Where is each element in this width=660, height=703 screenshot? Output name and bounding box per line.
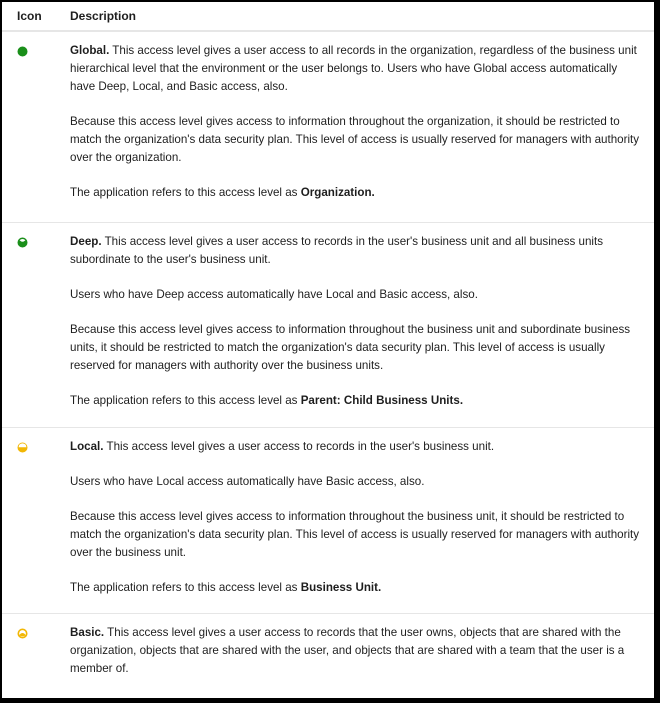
local-access-icon: [17, 442, 28, 453]
paragraph: Basic. This access level gives a user access to records that the user owns, objects that are shared with the organization, objects that are shared with the user, and objects that are shared with a team that the user is a member of.: [70, 625, 625, 675]
access-levels-table: [2, 2, 654, 689]
table-row-global: [2, 31, 654, 222]
basic-access-icon: [17, 628, 28, 639]
paragraph: Deep. This access level gives a user access to records in the user's business unit and all business units subordinate to the user's business unit.: [70, 234, 604, 266]
column-header-icon: Icon: [2, 2, 70, 31]
access-levels-document: [2, 2, 654, 698]
paragraph: Because this access level gives access to information throughout the business unit, it should be restricted to match the organization's data security plan. This level of access is usually reserved for managers with authority over the business unit.: [70, 509, 640, 559]
paragraph: Users who have Local access automatically have Basic access, also.: [70, 474, 425, 488]
description-cell: [70, 31, 654, 222]
column-header-description: Description: [70, 2, 654, 31]
description-cell: [70, 613, 654, 689]
paragraph: The application refers to this access level as Parent: Child Business Units.: [70, 393, 464, 407]
paragraph: Global. This access level gives a user access to all records in the organization, regardless of the business unit hierarchical level that the environment or the user belongs to. Users who have Global access automatically have Deep, Local, and Basic access, also.: [70, 44, 637, 93]
paragraph: Users who have Deep access automatically have Local and Basic access, also.: [70, 287, 478, 301]
paragraph: The application refers to this access level as Business Unit.: [70, 580, 382, 594]
table-row-local: [2, 427, 654, 613]
paragraph: Because this access level gives access to information throughout the organization, it should be restricted to match the organization's data security plan. This level of access is usually reserved for managers with authority over the organization.: [70, 115, 640, 164]
paragraph: Because this access level gives access to information throughout the business unit and subordinate business units, it should be restricted to match the organization's data security plan. This level of access is usually reserved for managers with authority over the business units.: [70, 322, 631, 372]
paragraph: Local. This access level gives a user access to records in the user's business unit.: [70, 439, 495, 453]
table-row-deep: [2, 222, 654, 427]
description-cell: [70, 427, 654, 613]
table-header-row: [2, 2, 654, 31]
table-row-basic: [2, 613, 654, 689]
description-cell: [70, 222, 654, 427]
deep-access-icon: [17, 237, 28, 248]
paragraph: The application refers to this access level as Organization.: [70, 186, 375, 199]
global-access-icon: [17, 46, 28, 57]
